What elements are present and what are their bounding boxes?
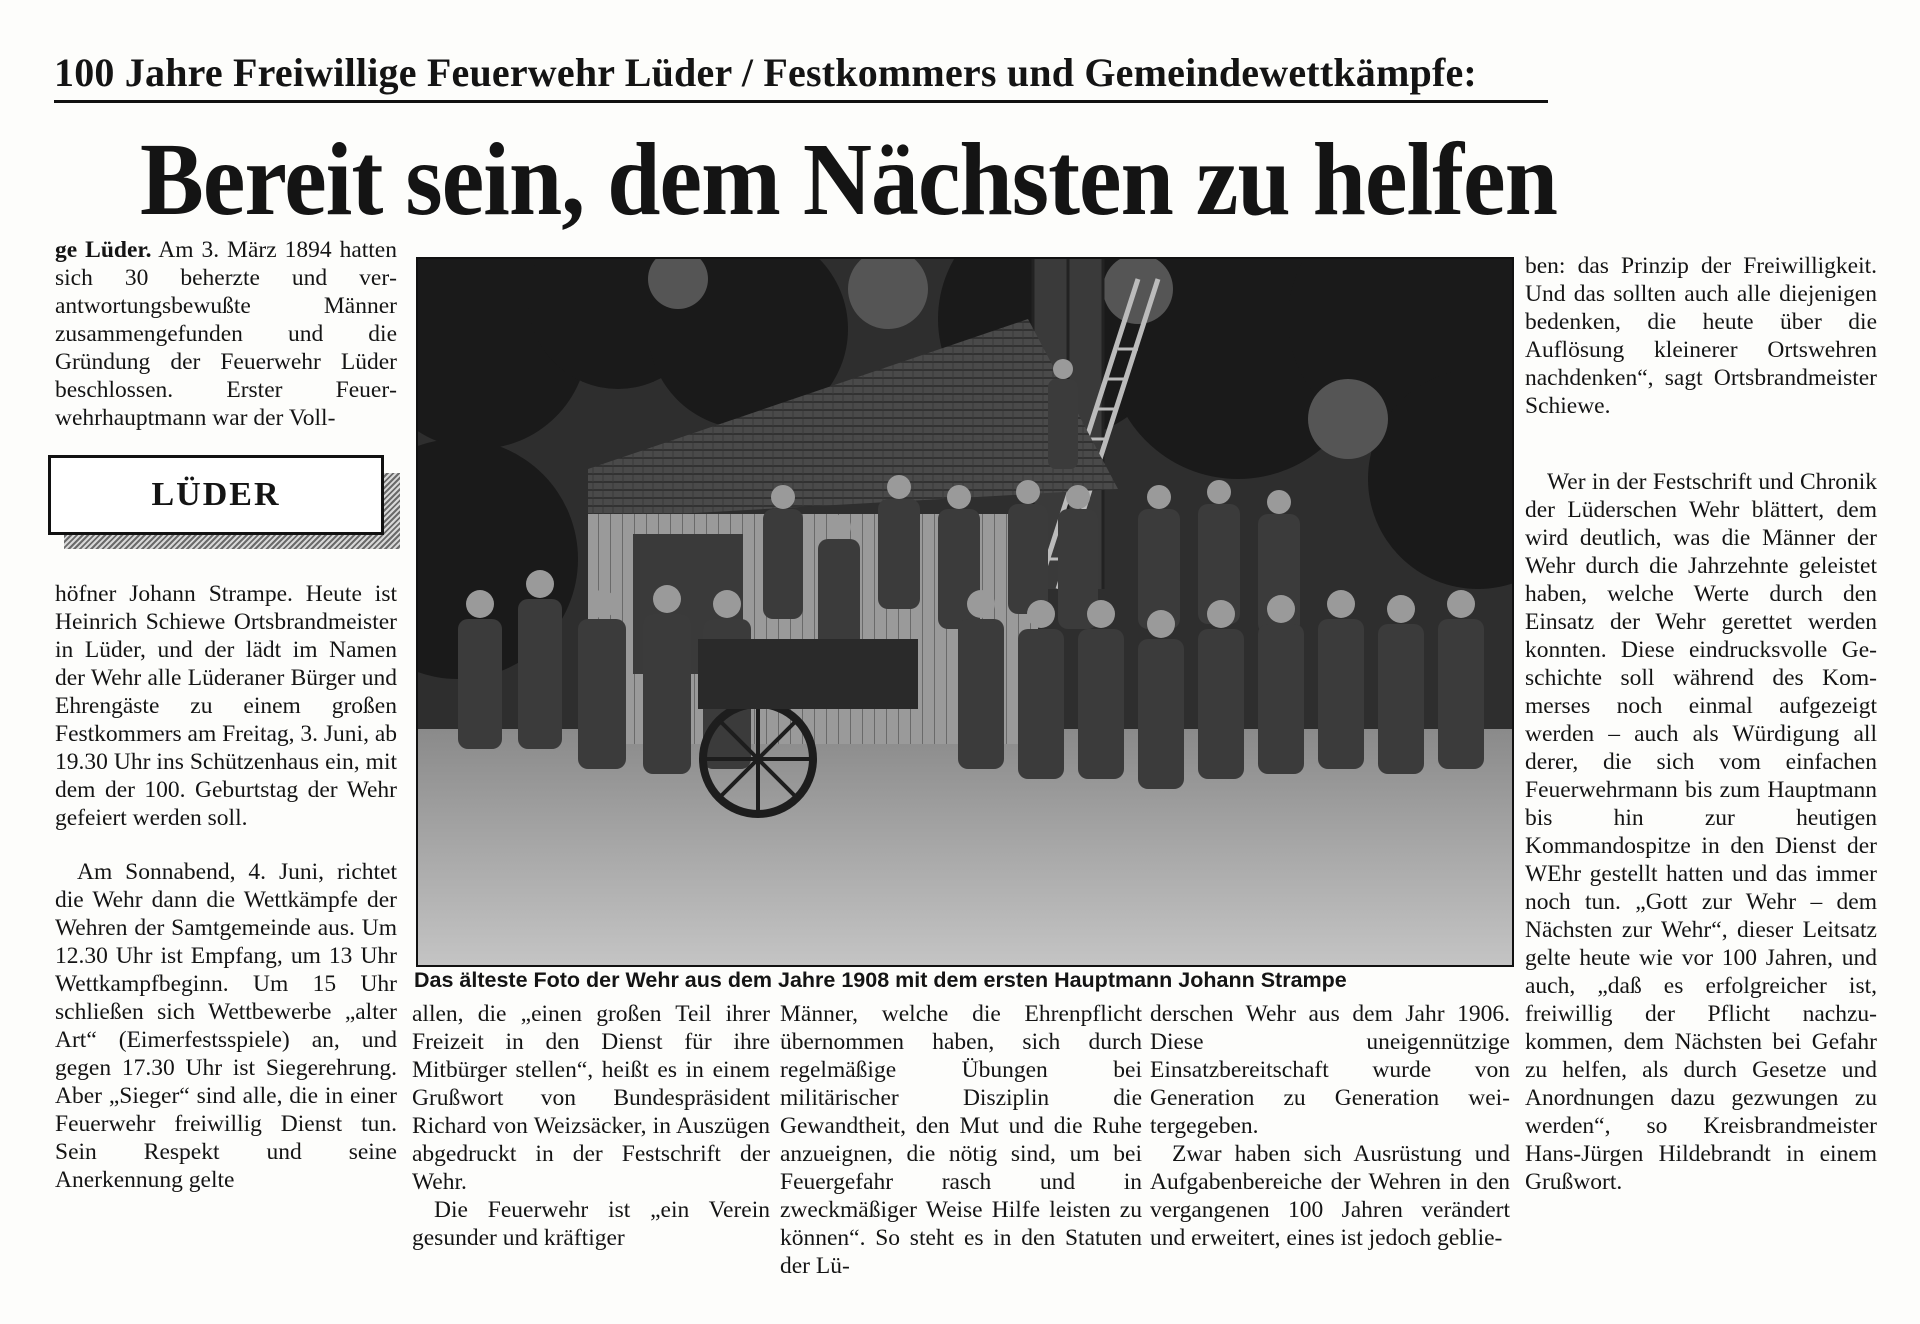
- paragraph: Männer, welche die Ehrenpflicht übernommen haben, sich durch regelmäßige Übungen bei militärischer Disziplin die Gewandtheit, den Mut und die Ruhe anzueignen, die nötig sind, um bei Feuergefahr rasch und in zweckmäßiger Weise Hilfe leisten zu können“. So steht es in den Statuten der Lü-: [780, 1001, 1142, 1279]
- place-box-label: LÜDER: [151, 476, 281, 513]
- column-5: [1525, 252, 1877, 1196]
- photo-caption: Das älteste Foto der Wehr aus dem Jahre 1908 mit dem ersten Hauptmann Johann Strampe: [414, 968, 1347, 992]
- fire-cart: [698, 639, 918, 709]
- place-box: [48, 455, 384, 535]
- paragraph: Wer in der Festschrift und Chronik der Lüderschen Wehr blättert, dem wird deutlich, was die Männer der Wehr durch die Jahrzehnte geleistet haben, welche Werte durch den Einsatz der Wehr gerettet werden konnten. Diese eindrucksvolle Geschichte soll während des Kommerses noch einmal aufgezeigt werden – auch als Würdigung all derer, die sich vom einfachen Feuerwehrmann bis zum Hauptmann bis hin zur heutigen Kommandospitze in den Dienst der WEhr gestellt hatten und das immer noch tun. „Gott zur Wehr – dem Nächsten zur Wehr“, dieser Leitsatz gelte heute wie vor 100 Jahren, und auch, „daß es erfolgreicher ist, freiwillig der Pflicht nachzukommen, dem Nächsten bei Gefahr zu helfen, als durch Gesetze und Anordnungen dazu gezwungen zu werden“, so Kreisbrandmeister Hans-Jürgen Hildebrandt in einem Grußwort.: [1525, 469, 1877, 1195]
- column-1-top: [55, 236, 397, 432]
- article-headline: Bereit sein, dem Nächsten zu helfen: [140, 122, 1558, 237]
- paragraph: ben: das Prinzip der Freiwilligkeit. Und das sollten auch alle diejenigen bedenken, die heute über die Auflösung kleinerer Ortswehren nachdenken“, sagt Ortsbrandmeister Schiewe.: [1525, 253, 1877, 419]
- paragraph: Am Sonnabend, 4. Juni, richtet die Wehr dann die Wettkämpfe der Wehren der Samtgemeinde aus. Um 12.30 Uhr ist Empfang, um 13 Uhr Wettkampfbeginn. Um 15 Uhr schließen sich Wettbewerbe „alter Art“ (Eimerfestsspiele) an, und gegen 17.30 Uhr ist Siegerehrung. Aber „Sieger“ sind alle, die in einer Feuerwehr freiwillig Dienst tun. Sein Respekt und seine Anerkennung gelte: [55, 859, 397, 1193]
- photo-illustration: [418, 259, 1512, 965]
- paragraph: Zwar haben sich Ausrüstung und Aufgabenbereiche der Wehren in den vergangenen 100 Jahren verändert und erweitert, eines ist jedoch geblie-: [1150, 1141, 1510, 1251]
- column-4: [1150, 1000, 1510, 1252]
- dateline: ge Lüder.: [55, 237, 152, 263]
- paragraph: höfner Johann Strampe. Heute ist Heinrich Schiewe Ortsbrandmeister in Lüder, und der lädt im Namen der Wehr alle Lüderaner Bürger und Ehrengäste zu einem großen Festkommers am Freitag, 3. Juni, ab 19.30 Uhr ins Schützenhaus ein, mit dem der 100. Geburtstag der Wehr gefeiert werden soll.: [55, 581, 398, 831]
- paragraph-text: Am 3. März 1894 hatten sich 30 beherzte und verantwortungsbewußte Männer zusammengefunden und die Gründung der Feuerwehr Lüder beschlossen. Erster Feuerwehrhauptmann war der Voll-: [55, 237, 397, 431]
- column-2: [412, 1000, 770, 1252]
- paragraph: derschen Wehr aus dem Jahr 1906. Diese uneigennützige Einsatzbereitschaft wurde von Generation zu Generation weitergegeben.: [1150, 1001, 1510, 1139]
- article-kicker: 100 Jahre Freiwillige Feuerwehr Lüder / Festkommers und Gemeindewettkämpfe:: [54, 48, 1548, 103]
- paragraph: Die Feuerwehr ist „ein Verein gesunder und kräftiger: [412, 1197, 770, 1251]
- historic-photo: [416, 257, 1514, 967]
- paragraph: allen, die „einen großen Teil ihrer Freizeit in den Dienst für ihre Mitbürger stellen“, heißt es in einem Grußwort von Bundespräsident Richard von Weizsäcker, in Auszügen abgedruckt in der Festschrift der Wehr.: [412, 1001, 770, 1195]
- paragraph: [55, 236, 397, 432]
- column-3: [780, 1000, 1142, 1280]
- column-1-bottom: [55, 580, 397, 1194]
